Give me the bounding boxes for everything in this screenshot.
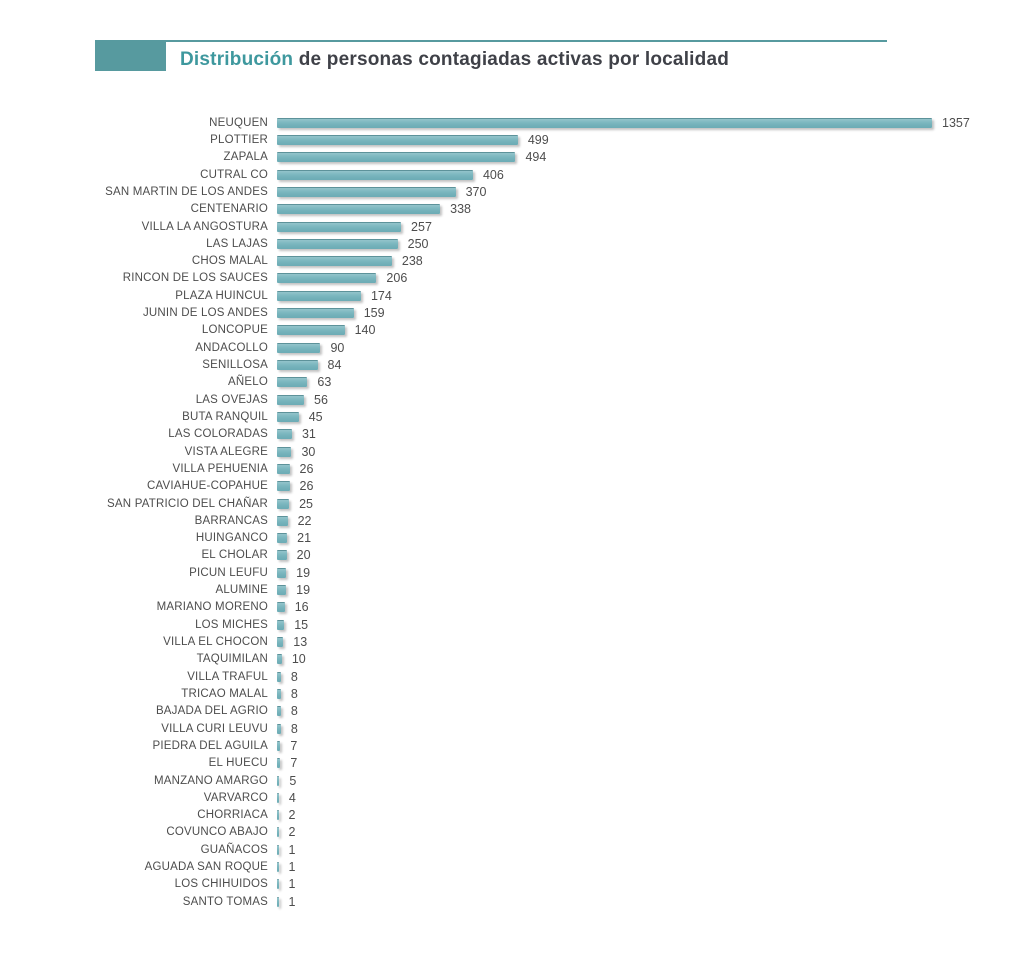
- chart-row: [0, 564, 1024, 581]
- bar: [277, 256, 392, 266]
- chart-row: [0, 651, 1024, 668]
- value-label: 13: [293, 635, 308, 650]
- category-label: PICUN LEUFU: [189, 566, 268, 579]
- chart-row: [0, 599, 1024, 616]
- bar-zone: [277, 808, 295, 822]
- value-label: 63: [317, 375, 332, 390]
- bar-zone: [277, 220, 432, 234]
- bar: [277, 724, 281, 734]
- bar: [277, 377, 307, 387]
- category-label: VISTA ALEGRE: [184, 445, 268, 458]
- bar: [277, 758, 280, 768]
- bar-chart: [0, 114, 1024, 910]
- category-label: LAS LAJAS: [206, 237, 268, 250]
- category-label: EL HUECU: [208, 757, 268, 770]
- category-label: PIEDRA DEL AGUILA: [152, 739, 268, 752]
- bar: [277, 776, 279, 786]
- bar-zone: [277, 548, 311, 562]
- category-label: BUTA RANQUIL: [182, 410, 268, 423]
- bar: [277, 827, 279, 837]
- category-label: ALUMINE: [215, 584, 268, 597]
- value-label: 84: [327, 358, 342, 373]
- value-label: 1: [288, 877, 296, 892]
- category-label: MANZANO AMARGO: [154, 774, 268, 787]
- category-label: HUINGANCO: [195, 532, 268, 545]
- bar-zone: [277, 202, 471, 216]
- chart-row: [0, 841, 1024, 858]
- chart-row: [0, 772, 1024, 789]
- chart-row: [0, 633, 1024, 650]
- bar: [277, 897, 279, 907]
- category-label: ANDACOLLO: [195, 341, 268, 354]
- value-label: 25: [299, 496, 313, 511]
- bar-zone: [277, 254, 423, 268]
- category-label: VILLA EL CHOCON: [163, 636, 268, 649]
- category-label: EL CHOLAR: [201, 549, 268, 562]
- value-label: 159: [363, 306, 385, 321]
- category-label: GUAÑACOS: [200, 843, 268, 856]
- value-label: 140: [354, 323, 376, 338]
- chart-row: [0, 131, 1024, 148]
- category-label: CHOS MALAL: [191, 255, 268, 268]
- bar-zone: [277, 133, 549, 147]
- chart-row: [0, 460, 1024, 477]
- chart-row: [0, 668, 1024, 685]
- chart-row: [0, 218, 1024, 235]
- category-label: VILLA TRAFUL: [187, 670, 268, 683]
- category-label: PLOTTIER: [210, 133, 268, 146]
- value-label: 5: [289, 773, 297, 788]
- bar: [277, 464, 290, 474]
- chart-row: [0, 858, 1024, 875]
- bar-zone: [277, 635, 307, 649]
- chart-row: [0, 408, 1024, 425]
- bar: [277, 585, 286, 595]
- value-label: 10: [291, 652, 306, 667]
- chart-row: [0, 149, 1024, 166]
- value-label: 494: [525, 150, 547, 165]
- value-label: 499: [527, 132, 549, 147]
- value-label: 250: [407, 236, 429, 251]
- value-label: 370: [465, 184, 487, 199]
- chart-row: [0, 685, 1024, 702]
- category-label: CAVIAHUE-COPAHUE: [147, 480, 268, 493]
- bar: [277, 499, 289, 509]
- bar: [277, 706, 281, 716]
- value-label: 20: [296, 548, 311, 563]
- value-label: 26: [299, 461, 314, 476]
- category-label: TAQUIMILAN: [196, 653, 268, 666]
- bar-zone: [277, 168, 504, 182]
- bar: [277, 135, 518, 145]
- category-label: AÑELO: [228, 376, 268, 389]
- chart-row: [0, 391, 1024, 408]
- bar: [277, 222, 401, 232]
- bar: [277, 845, 279, 855]
- bar-zone: [277, 358, 341, 372]
- bar-zone: [277, 306, 385, 320]
- chart-row: [0, 893, 1024, 910]
- category-label: BARRANCAS: [194, 514, 268, 527]
- bar-zone: [277, 462, 313, 476]
- value-label: 56: [314, 392, 328, 407]
- chart-header: [95, 40, 895, 80]
- chart-row: [0, 616, 1024, 633]
- value-label: 8: [290, 704, 298, 719]
- bar: [277, 429, 292, 439]
- value-label: 19: [296, 565, 311, 580]
- category-label: VILLA PEHUENIA: [172, 462, 268, 475]
- category-label: SAN MARTIN DE LOS ANDES: [105, 185, 268, 198]
- chart-row: [0, 581, 1024, 598]
- bar-zone: [277, 289, 392, 303]
- bar: [277, 620, 284, 630]
- category-label: COVUNCO ABAJO: [166, 826, 268, 839]
- value-label: 238: [401, 254, 423, 269]
- chart-row: [0, 166, 1024, 183]
- chart-row: [0, 356, 1024, 373]
- bar-zone: [277, 514, 312, 528]
- value-label: 7: [290, 738, 298, 753]
- category-label: VILLA CURI LEUVU: [161, 722, 268, 735]
- page-title-rest: de personas contagiadas activas por localidad: [293, 49, 730, 70]
- bar: [277, 447, 291, 457]
- chart-row: [0, 304, 1024, 321]
- bar: [277, 204, 440, 214]
- chart-row: [0, 287, 1024, 304]
- category-label: CENTENARIO: [190, 203, 268, 216]
- bar-zone: [277, 739, 297, 753]
- chart-row: [0, 703, 1024, 720]
- value-label: 174: [370, 288, 392, 303]
- bar-zone: [277, 185, 486, 199]
- chart-row: [0, 737, 1024, 754]
- bar-zone: [277, 116, 970, 130]
- value-label: 7: [290, 756, 298, 771]
- category-label: LAS OVEJAS: [195, 393, 268, 406]
- category-label: LOS MICHES: [195, 618, 268, 631]
- chart-row: [0, 443, 1024, 460]
- bar: [277, 118, 932, 128]
- value-label: 21: [297, 531, 312, 546]
- bar-zone: [277, 583, 310, 597]
- bar: [277, 602, 285, 612]
- bar: [277, 793, 279, 803]
- bar: [277, 654, 282, 664]
- value-label: 8: [290, 669, 298, 684]
- value-label: 15: [294, 617, 309, 632]
- bar: [277, 672, 281, 682]
- bar: [277, 273, 376, 283]
- bar: [277, 637, 283, 647]
- category-label: MARIANO MORENO: [156, 601, 268, 614]
- chart-row: [0, 876, 1024, 893]
- bar: [277, 325, 345, 335]
- bar-zone: [277, 150, 546, 164]
- bar: [277, 170, 473, 180]
- category-label: SANTO TOMAS: [182, 895, 268, 908]
- value-label: 206: [386, 271, 408, 286]
- bar-zone: [277, 825, 295, 839]
- page-title: [180, 49, 729, 71]
- bar: [277, 412, 299, 422]
- bar-zone: [277, 791, 296, 805]
- bar: [277, 568, 286, 578]
- bar-zone: [277, 652, 306, 666]
- value-label: 16: [294, 600, 309, 615]
- value-label: 19: [296, 583, 311, 598]
- bar-zone: [277, 600, 309, 614]
- value-label: 338: [450, 202, 471, 217]
- bar: [277, 395, 304, 405]
- value-label: 1357: [942, 115, 970, 130]
- chart-row: [0, 512, 1024, 529]
- bar-zone: [277, 566, 310, 580]
- chart-row: [0, 339, 1024, 356]
- bar-zone: [277, 704, 298, 718]
- chart-row: [0, 789, 1024, 806]
- bar: [277, 481, 290, 491]
- value-label: 1: [288, 842, 296, 857]
- category-label: SENILLOSA: [202, 359, 268, 372]
- chart-row: [0, 270, 1024, 287]
- value-label: 31: [301, 427, 316, 442]
- bar-zone: [277, 531, 311, 545]
- value-label: 1: [288, 894, 296, 909]
- bar-zone: [277, 843, 295, 857]
- category-label: NEUQUEN: [209, 116, 268, 129]
- bar-zone: [277, 323, 375, 337]
- bar-zone: [277, 271, 407, 285]
- header-rule-line: [166, 40, 887, 42]
- bar-zone: [277, 860, 295, 874]
- bar-zone: [277, 877, 295, 891]
- bar: [277, 239, 398, 249]
- category-label: RINCON DE LOS SAUCES: [122, 272, 268, 285]
- category-label: BAJADA DEL AGRIO: [155, 705, 268, 718]
- chart-row: [0, 755, 1024, 772]
- value-label: 2: [288, 808, 296, 823]
- chart-row: [0, 235, 1024, 252]
- category-label: VARVARCO: [203, 791, 268, 804]
- chart-row: [0, 426, 1024, 443]
- chart-row: [0, 547, 1024, 564]
- bar-zone: [277, 237, 429, 251]
- chart-row: [0, 253, 1024, 270]
- bar-zone: [277, 497, 313, 511]
- bar-zone: [277, 375, 331, 389]
- chart-row: [0, 807, 1024, 824]
- category-label: AGUADA SAN ROQUE: [144, 861, 268, 874]
- bar: [277, 879, 279, 889]
- bar-zone: [277, 618, 308, 632]
- category-label: ZAPALA: [223, 151, 268, 164]
- bar: [277, 343, 320, 353]
- bar: [277, 533, 287, 543]
- category-label: LOS CHIHUIDOS: [174, 878, 268, 891]
- bar-zone: [277, 410, 323, 424]
- category-label: PLAZA HUINCUL: [175, 289, 268, 302]
- chart-row: [0, 478, 1024, 495]
- category-label: LONCOPUE: [201, 324, 268, 337]
- bar-zone: [277, 756, 297, 770]
- bar: [277, 360, 318, 370]
- chart-row: [0, 114, 1024, 131]
- bar: [277, 308, 354, 318]
- value-label: 2: [288, 825, 296, 840]
- value-label: 45: [308, 409, 323, 424]
- bar: [277, 741, 280, 751]
- category-label: TRICAO MALAL: [181, 687, 268, 700]
- value-label: 406: [482, 167, 504, 182]
- value-label: 22: [297, 513, 312, 528]
- bar-zone: [277, 670, 298, 684]
- bar: [277, 291, 361, 301]
- bar: [277, 810, 279, 820]
- bar: [277, 187, 456, 197]
- bar: [277, 152, 515, 162]
- bar-zone: [277, 774, 296, 788]
- value-label: 8: [290, 686, 298, 701]
- chart-rows: [0, 114, 1024, 910]
- category-label: VILLA LA ANGOSTURA: [141, 220, 268, 233]
- chart-row: [0, 201, 1024, 218]
- bar: [277, 550, 287, 560]
- bar-zone: [277, 445, 315, 459]
- bar: [277, 689, 281, 699]
- page-title-accent: Distribución: [180, 49, 294, 70]
- bar-zone: [277, 479, 313, 493]
- bar-zone: [277, 687, 298, 701]
- category-label: LAS COLORADAS: [168, 428, 268, 441]
- bar-zone: [277, 427, 316, 441]
- bar-zone: [277, 341, 344, 355]
- header-accent-square: [95, 40, 166, 71]
- chart-row: [0, 495, 1024, 512]
- bar-zone: [277, 895, 295, 909]
- value-label: 4: [288, 790, 296, 805]
- category-label: SAN PATRICIO DEL CHAÑAR: [107, 497, 268, 510]
- bar-zone: [277, 393, 328, 407]
- category-label: JUNIN DE LOS ANDES: [142, 307, 268, 320]
- chart-row: [0, 530, 1024, 547]
- category-label: CUTRAL CO: [200, 168, 268, 181]
- value-label: 1: [288, 860, 296, 875]
- value-label: 257: [411, 219, 432, 234]
- chart-row: [0, 824, 1024, 841]
- bar: [277, 516, 288, 526]
- category-label: CHORRIACA: [197, 809, 268, 822]
- chart-row: [0, 374, 1024, 391]
- value-label: 26: [299, 479, 314, 494]
- bar-zone: [277, 722, 298, 736]
- value-label: 90: [330, 340, 345, 355]
- bar: [277, 862, 279, 872]
- chart-row: [0, 183, 1024, 200]
- chart-row: [0, 322, 1024, 339]
- value-label: 8: [290, 721, 298, 736]
- chart-row: [0, 720, 1024, 737]
- value-label: 30: [301, 444, 316, 459]
